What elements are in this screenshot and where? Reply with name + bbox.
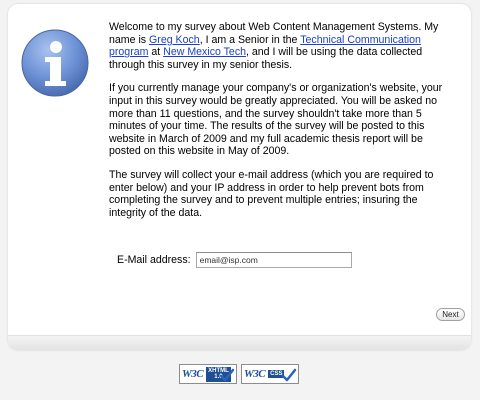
card-footer	[8, 335, 471, 350]
survey-card	[8, 4, 471, 350]
w3c-css-badge[interactable]	[241, 364, 299, 384]
email-row	[117, 252, 352, 268]
intro-text: Welcome to my survey about Web Content Management Systems. My name is	[109, 21, 439, 46]
intro-text: , and I will be using the data collected through this survey in my senior thesis.	[109, 46, 423, 71]
checkmark-icon	[219, 367, 235, 383]
badge-label-line: 1.0	[214, 374, 223, 380]
intro-text: at	[148, 46, 164, 59]
email-input[interactable]	[196, 252, 352, 268]
badge-label-line: CSS	[270, 370, 283, 377]
program-link[interactable]: Technical Communication program	[109, 33, 421, 59]
w3c-logo-text: W3C	[182, 368, 204, 380]
intro-paragraph	[109, 21, 455, 71]
info-icon	[21, 29, 89, 97]
survey-intro	[109, 21, 455, 230]
email-label: E-Mail address:	[117, 254, 191, 266]
intro-text: , I am a Senior in the	[199, 33, 301, 46]
data-collection-paragraph: The survey will collect your e-mail address (which you are required to enter below) and your IP address in order to help prevent bots from completing the survey and to prevent multiple entries; insuring the integrity of the data.	[109, 168, 434, 219]
w3c-logo-text: W3C	[244, 368, 266, 380]
validation-badges	[179, 364, 299, 384]
checkmark-icon	[281, 367, 297, 383]
author-link[interactable]: Greg Koch	[149, 33, 200, 46]
w3c-xhtml-badge[interactable]	[179, 364, 237, 384]
next-button[interactable]: Next	[436, 308, 465, 321]
school-link[interactable]: New Mexico Tech	[163, 46, 247, 59]
survey-description-paragraph: If you currently manage your company's or organization's website, your input in this survey would be greatly appreciated. You will be asked no more than 11 questions, and the survey shouldn't take more than 5 minutes of your time. The results of the survey will be posted to this website in March of 2009 and my full academic thesis report will be posted on this website in May of 2009.	[109, 82, 443, 158]
badge-label-line: XHTML	[208, 367, 229, 374]
